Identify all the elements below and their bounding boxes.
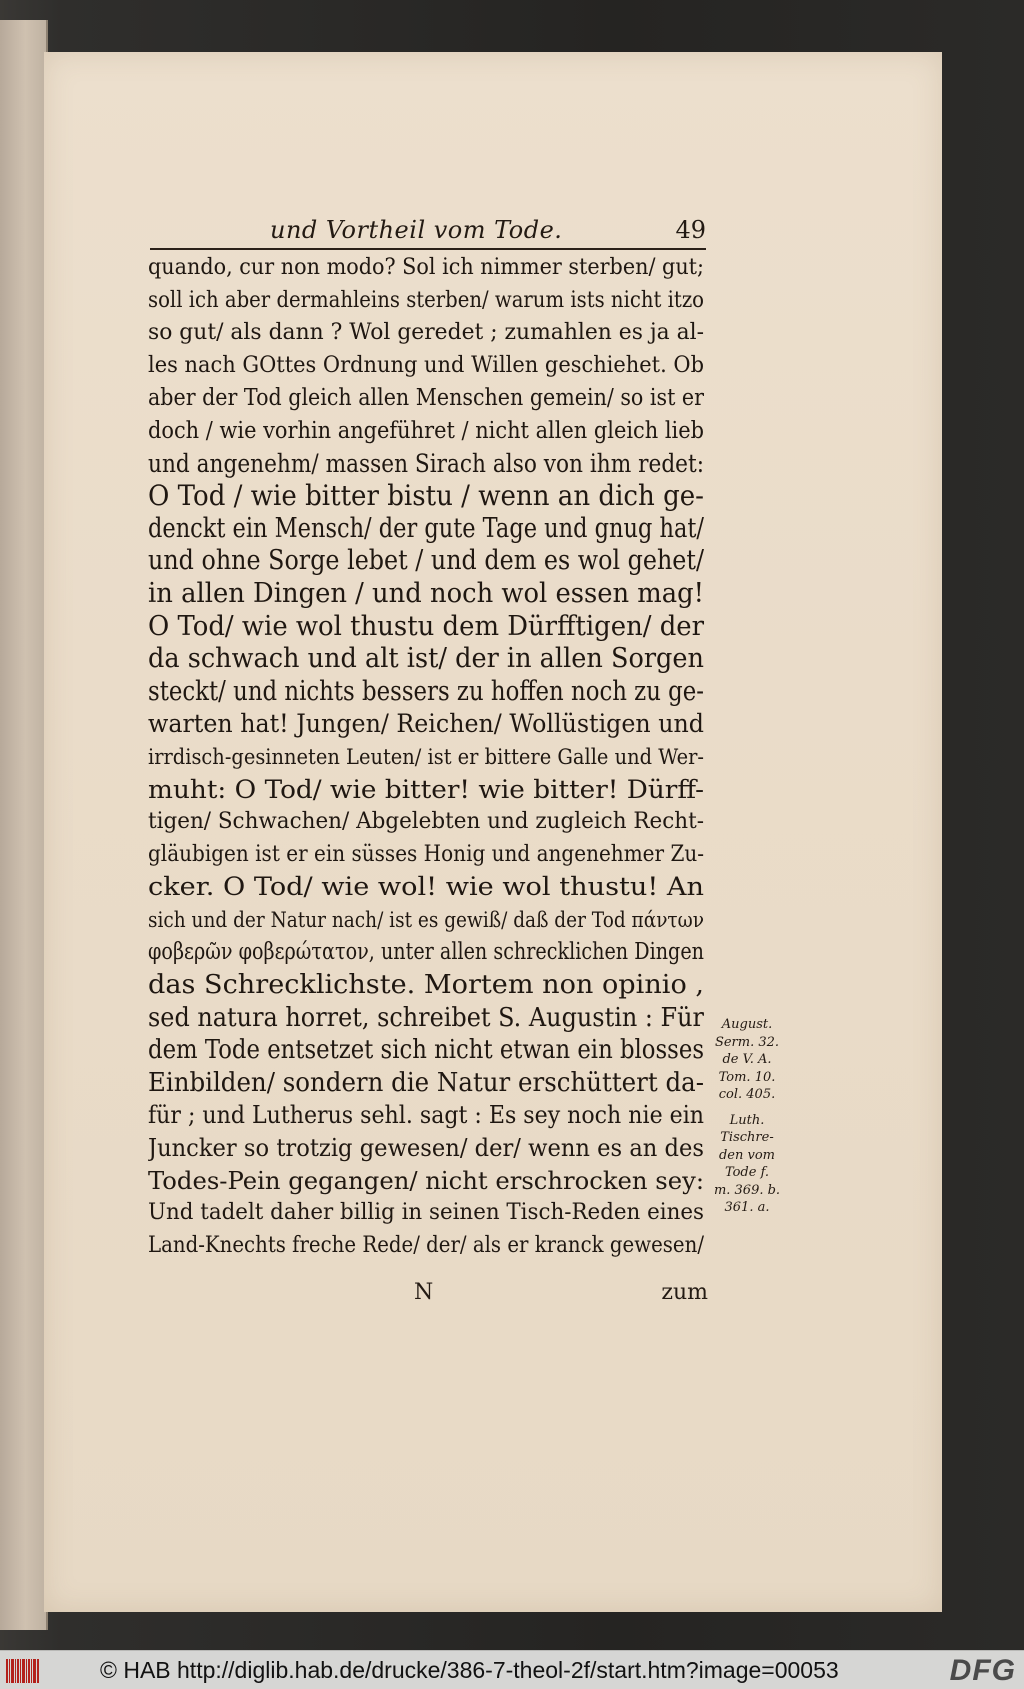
margin-note-line: m. 369. b. (713, 1182, 781, 1198)
margin-note-line: 361. a. (724, 1200, 770, 1215)
text-line: so gut/ als dann ? Wol geredet ; zumahlen es ja al- (148, 320, 704, 346)
text-line: das Schrecklichste. Mortem non opinio , (148, 970, 704, 1001)
page-header (150, 216, 706, 250)
text-line: sed natura horret, schreibet S. Augustin : Für (148, 1002, 704, 1033)
text-line: und ohne Sorge lebet / und dem es wol gehet/ (148, 545, 704, 577)
hab-logo-icon (6, 1659, 46, 1683)
text-line: in allen Dingen / und noch wol essen mag! (148, 577, 704, 609)
viewer-footer (0, 1650, 1024, 1689)
margin-note-line: den vom (718, 1147, 776, 1163)
margin-note-line: August. (721, 1017, 773, 1032)
text-line: gläubigen ist er ein süsses Honig und angenehmer Zu- (148, 841, 704, 867)
margin-notes (712, 1016, 782, 1217)
text-line: da schwach und alt ist/ der in allen Sorgen (148, 643, 704, 675)
text-line: muht: O Tod/ wie bitter! wie bitter! Dürff- (148, 774, 704, 804)
text-line: für ; und Lutherus sehl. sagt : Es sey noch nie ein (148, 1101, 704, 1130)
margin-note-line: Serm. 32. (714, 1034, 780, 1050)
running-head: und Vortheil vom Tode. (270, 216, 563, 244)
margin-note-line: de V. A. (722, 1052, 772, 1067)
margin-note-line: Tode f. (724, 1165, 770, 1180)
text-line: Und tadelt daher billig in seinen Tisch-Reden eines (148, 1200, 704, 1226)
margin-note-line: col. 405. (718, 1087, 776, 1102)
margin-note-line: Tom. 10. (718, 1069, 776, 1085)
dfg-logo: DFG (949, 1654, 1016, 1687)
text-line: Todes-Pein gegangen/ nicht erschrocken sey: (148, 1166, 704, 1195)
signature-mark: N (414, 1280, 434, 1305)
text-line: cker. O Tod/ wie wol! wie wol thustu! An (148, 872, 704, 902)
margin-note-line: Luth. (729, 1112, 765, 1128)
text-line: und angenehm/ massen Sirach also von ihm redet: (148, 448, 704, 478)
text-line: aber der Tod gleich allen Menschen gemein/ so ist er (148, 385, 704, 412)
text-line: steckt/ und nichts bessers zu hoffen noch zu ge- (148, 675, 704, 707)
text-line: Einbilden/ sondern die Natur erschüttert da- (148, 1067, 704, 1098)
text-line: sich und der Natur nach/ ist es gewiß/ daß der Tod πάντων (148, 907, 704, 932)
text-line: denckt ein Mensch/ der gute Tage und gnug hat/ (148, 512, 704, 544)
previous-page-edge (0, 20, 48, 1630)
text-line: les nach GOttes Ordnung und Willen geschiehet. Ob (148, 352, 704, 378)
main-text-block (148, 252, 708, 1262)
text-line: quando, cur non modo? Sol ich nimmer sterben/ gut; (148, 255, 704, 280)
text-line: irrdisch-gesinneten Leuten/ ist er bittere Galle und Wer- (148, 744, 704, 769)
page-number: 49 (675, 216, 706, 244)
text-line: warten hat! Jungen/ Reichen/ Wollüstigen und (148, 709, 704, 739)
text-line: O Tod / wie bitter bistu / wenn an dich ge- (148, 480, 704, 513)
text-line: doch / wie vorhin angeführet / nicht allen gleich lieb (148, 417, 704, 444)
catchword-line (148, 1280, 708, 1308)
text-line: Land-Knechts freche Rede/ der/ als er kranck gewesen/ (148, 1232, 704, 1258)
text-line: O Tod/ wie wol thustu dem Dürfftigen/ der (148, 610, 704, 642)
text-line: dem Tode entsetzet sich nicht etwan ein blosses (148, 1035, 704, 1066)
text-line: tigen/ Schwachen/ Abgelebten und zugleich Recht- (148, 809, 704, 835)
text-line: Juncker so trotzig gewesen/ der/ wenn es an des (148, 1134, 704, 1163)
text-line: soll ich aber dermahleins sterben/ warum ists nicht itzo (148, 287, 704, 313)
margin-note-line: Tischre- (720, 1130, 774, 1145)
copyright-url[interactable]: © HAB http://diglib.hab.de/drucke/386-7-theol-2f/start.htm?image=00053 (100, 1657, 839, 1683)
text-line: φοβερῶν φοβερώτατον, unter allen schrecklichen Dingen (148, 939, 704, 966)
catchword: zum (661, 1280, 708, 1305)
